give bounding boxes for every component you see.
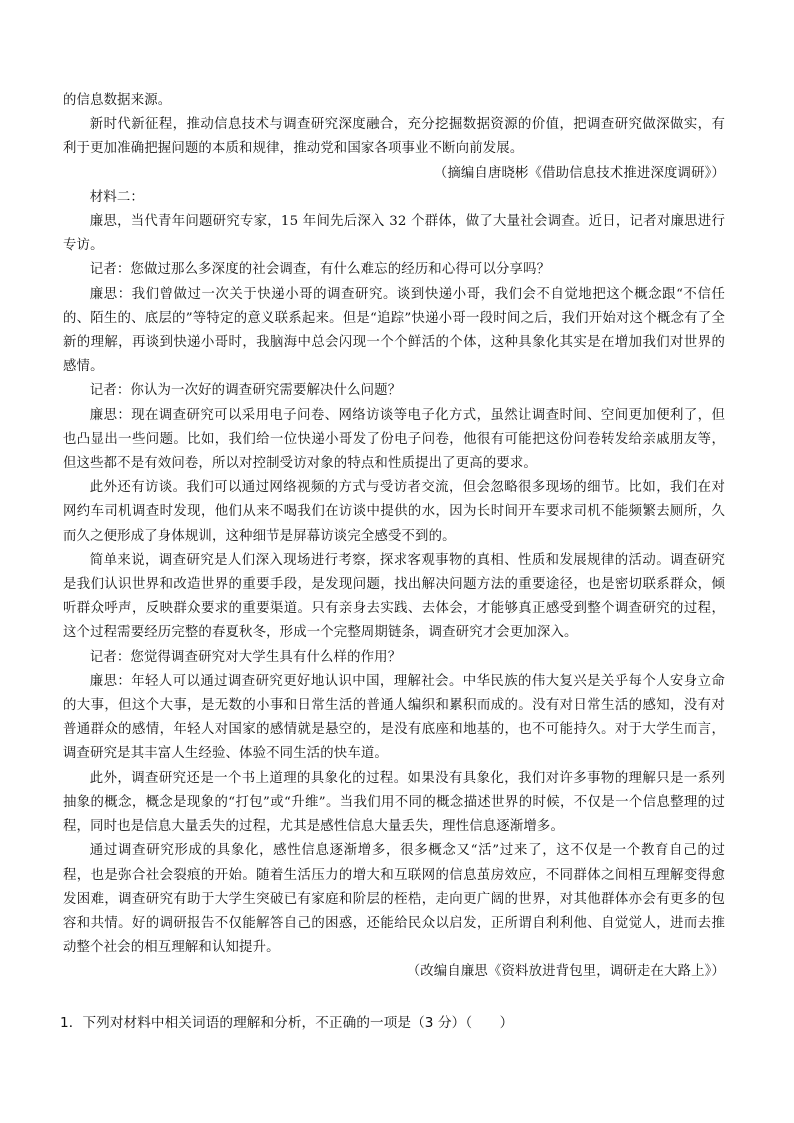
paragraph-continuation: 的信息数据来源。 bbox=[63, 93, 172, 108]
interview-answer-2c: 简单来说，调查研究是人们深入现场进行考察，探求客观事物的真相、性质和发展规律的活动。调查研究是我们认识世界和改造世界的重要手段，是发现问题，找出解决问题方法的重要途径，也是密切联系群众，倾听群众呼声，反映群众要求的重要渠道。只有亲身去实践、去体会，才能够真正感受到整个调查研究的过程，这个过程需要经历完整的春夏秋冬，形成一个完整周期链条，调查研究才会更加深入。 bbox=[63, 552, 725, 641]
interview-question-3: 记者：您觉得调查研究对大学生具有什么样的作用？ bbox=[89, 649, 402, 665]
source-citation-2: （改编自廉思《资料放进背包里，调研走在大路上》） bbox=[406, 964, 725, 980]
question-1: 1．下列对材料中相关词语的理解和分析，不正确的一项是（3 分）（ ） bbox=[60, 1015, 514, 1031]
article-body bbox=[63, 89, 725, 985]
interview-answer-3a: 廉思：年轻人可以通过调查研究更好地认识中国，理解社会。中华民族的伟大复兴是关乎每个人安身立命的大事，但这个大事，是无数的小事和日常生活的普通人编织和累积而成的。没有对日常生活的感知，没有对普通群众的感情，年轻人对国家的感情就是悬空的，是没有底座和地基的，也不可能持久。对于大学生而言，调查研究是其丰富人生经验、体验不同生活的快车道。 bbox=[63, 673, 725, 762]
interview-answer-3c: 通过调查研究形成的具象化，感性信息逐渐增多，很多概念又“活”过来了，这不仅是一个教育自己的过程，也是弥合社会裂痕的开始。随着生活压力的增大和互联网的信息茧房效应，不同群体之间相互理解变得愈发困难，调查研究有助于大学生突破已有家庭和阶层的桎梏，走向更广阔的世界，对其他群体亦会有更多的包容和共情。好的调研报告不仅能解答自己的困惑，还能给民众以启发，正所谓自利利他、自觉觉人，进而去推动整个社会的相互理解和认知提升。 bbox=[63, 843, 725, 956]
material-heading: 材料二： bbox=[89, 189, 144, 205]
interview-question-2: 记者：你认为一次好的调查研究需要解决什么问题？ bbox=[89, 383, 402, 399]
interview-answer-2b: 此外还有访谈。我们可以通过网络视频的方式与受访者交流，但会忽略很多现场的细节。比如，我们在对网约车司机调查时发现，他们从来不喝我们在访谈中提供的水，因为长时间开车要求司机不能频繁去厕所，久而久之便形成了身体规训，这种细节是屏幕访谈完全感受不到的。 bbox=[63, 480, 725, 544]
paragraph-conclusion: 新时代新征程，推动信息技术与调查研究深度融合，充分挖掘数据资源的价值，把调查研究做深做实，有利于更加准确把握问题的本质和规律，推动党和国家各项事业不断向前发展。 bbox=[63, 117, 725, 157]
paragraph-intro: 廉思，当代青年问题研究专家，15 年间先后深入 32 个群体，做了大量社会调查。近日，记者对廉思进行专访。 bbox=[63, 214, 725, 254]
interview-answer-1: 廉思：我们曾做过一次关于快递小哥的调查研究。谈到快递小哥，我们会不自觉地把这个概念跟“不信任的、陌生的、底层的”等特定的意义联系起来。但是“追踪”快递小哥一段时间之后，我们开始对这个概念有了全新的理解，再谈到快递小哥时，我脑海中总会闪现一个个鲜活的个体，这种具象化其实是在增加我们对世界的感情。 bbox=[63, 286, 725, 375]
interview-answer-2a: 廉思：现在调查研究可以采用电子问卷、网络访谈等电子化方式，虽然让调查时间、空间更加便利了，但也凸显出一些问题。比如，我们给一位快递小哥发了份电子问卷，他很有可能把这份问卷转发给亲戚朋友等，但这些都不是有效问卷，所以对控制受访对象的特点和性质提出了更高的要求。 bbox=[63, 407, 725, 472]
interview-answer-3b: 此外，调查研究还是一个书上道理的具象化的过程。如果没有具象化，我们对许多事物的理解只是一系列抽象的概念，概念是现象的“打包”或“升维”。当我们用不同的概念描述世界的时候，不仅是一个信息整理的过程，同时也是信息大量丢失的过程，尤其是感性信息大量丢失，理性信息逐渐增多。 bbox=[63, 770, 725, 835]
source-citation-1: （摘编自唐晓彬《借助信息技术推进深度调研》） bbox=[433, 165, 725, 181]
interview-question-1: 记者：您做过那么多深度的社会调查，有什么难忘的经历和心得可以分享吗？ bbox=[89, 262, 551, 278]
